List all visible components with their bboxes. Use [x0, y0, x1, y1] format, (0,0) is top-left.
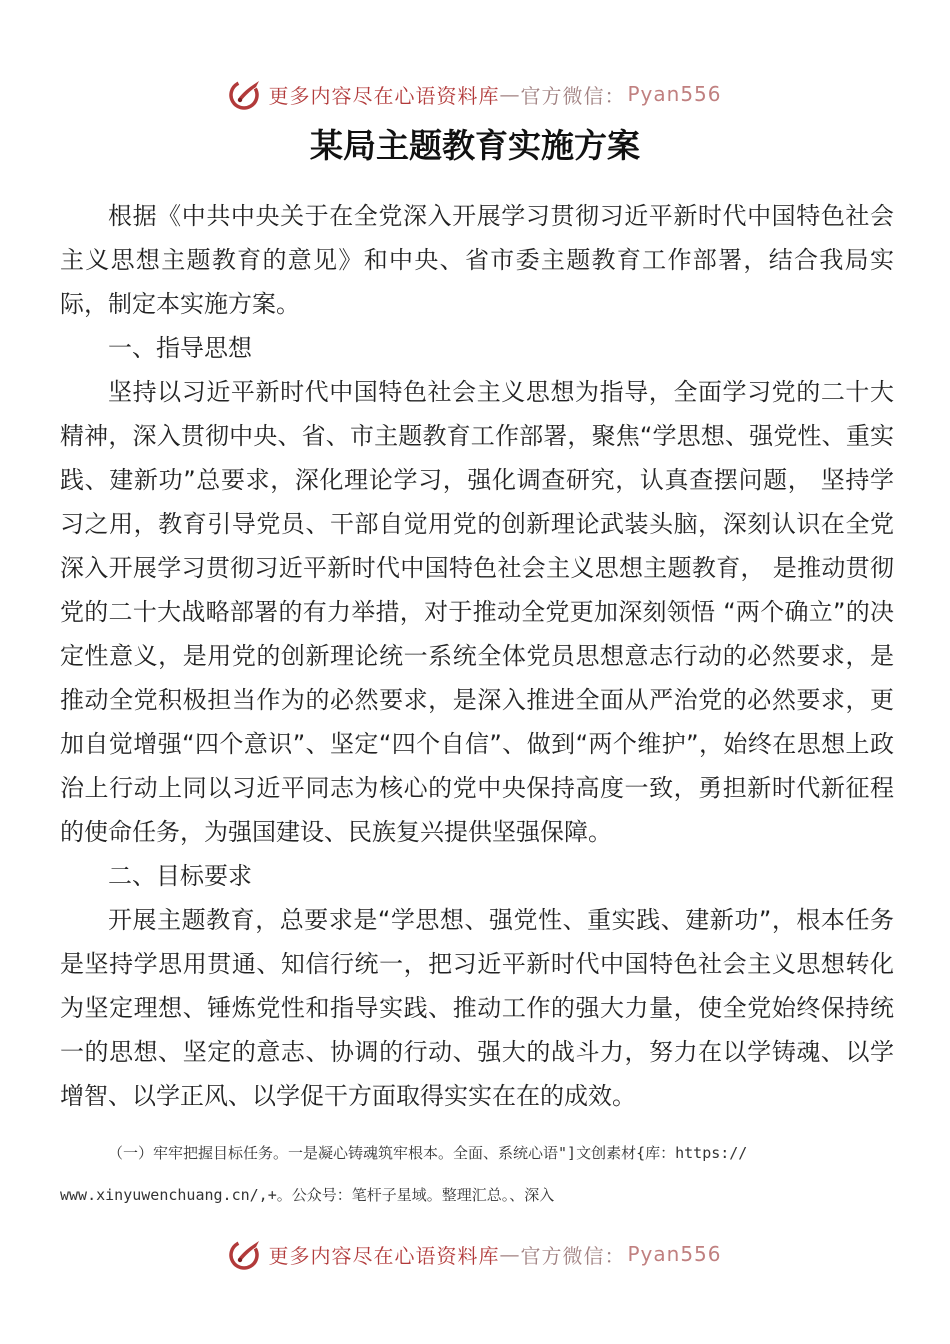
footnote-line-2: www.xinyuwenchuang.cn/,+。公众号：笔杆子星域。整理汇总。、深入 [60, 1186, 555, 1204]
watermark-text: 更多内容尽在心语资料库 [268, 1243, 500, 1268]
header-watermark-banner [0, 74, 950, 114]
intro-paragraph: 根据《中共中央关于在全党深入开展学习贯彻习近平新时代中国特色社会主义思想主题教育的意见》和中央、省市委主题教育工作部署，结合我局实际，制定本实施方案。 [60, 202, 894, 318]
wechat-id: Pyan556 [627, 1242, 722, 1266]
wechat-id: Pyan556 [627, 82, 722, 106]
footer-watermark-banner [0, 1234, 950, 1274]
brush-logo-icon [228, 1237, 262, 1271]
guiding-thought-paragraph: 坚持以习近平新时代中国特色社会主义思想为指导，全面学习党的二十大精神，深入贯彻中央、省、市主题教育工作部署，聚焦“学思想、强党性、重实践、建新功”总要求，深化理论学习，强化调查研究，认真查摆问题， 坚持学习之用，教育引导党员、干部自觉用党的创新理论武装头脑，深刻认识在全党深入开展学习贯彻习近平新时代中国特色社会主义思想主题教育， 是推动贯彻党的二十大战略部署的有力举措，对于推动全党更加深刻领悟 “两个确立”的决定性意义，是用党的创新理论统一系统全体党员思想意志行动的必然要求，是推动全党积极担当作为的必然要求，是深入推进全面从严治党的必然要求，更加自觉增强“四个意识”、坚定“四个自信”、做到“两个维护”，始终在思想上政治上行动上同以习近平同志为核心的党中央保持高度一致，勇担新时代新征程的使命任务，为强国建设、民族复兴提供坚强保障。 [60, 378, 894, 846]
section-heading-guiding-thought: 一、指导思想 [108, 334, 252, 362]
brush-logo-icon [228, 77, 262, 111]
watermark-dash: — [499, 82, 521, 106]
document-body [60, 194, 894, 1118]
watermark-text: 更多内容尽在心语资料库 [268, 83, 500, 108]
wechat-label: 官方微信： [520, 1243, 626, 1268]
section-heading-goals: 二、目标要求 [108, 862, 252, 890]
footnote-text [60, 1132, 888, 1216]
document-title: 某局主题教育实施方案 [310, 126, 640, 165]
goals-paragraph: 开展主题教育，总要求是“学思想、强党性、重实践、建新功”，根本任务是坚持学思用贯通、知信行统一，把习近平新时代中国特色社会主义思想转化为坚定理想、锤炼党性和指导实践、推动工作的强大力量，使全党始终保持统一的思想、坚定的意志、协调的行动、强大的战斗力，努力在以学铸魂、以学增智、以学正风、以学促干方面取得实实在在的成效。 [60, 906, 894, 1110]
wechat-label: 官方微信： [520, 83, 626, 108]
watermark-dash: — [499, 1242, 521, 1266]
footnote-line-1: （一）牢牢把握目标任务。一是凝心铸魂筑牢根本。全面、系统心语"]文创素材{库：https:// [108, 1144, 748, 1162]
